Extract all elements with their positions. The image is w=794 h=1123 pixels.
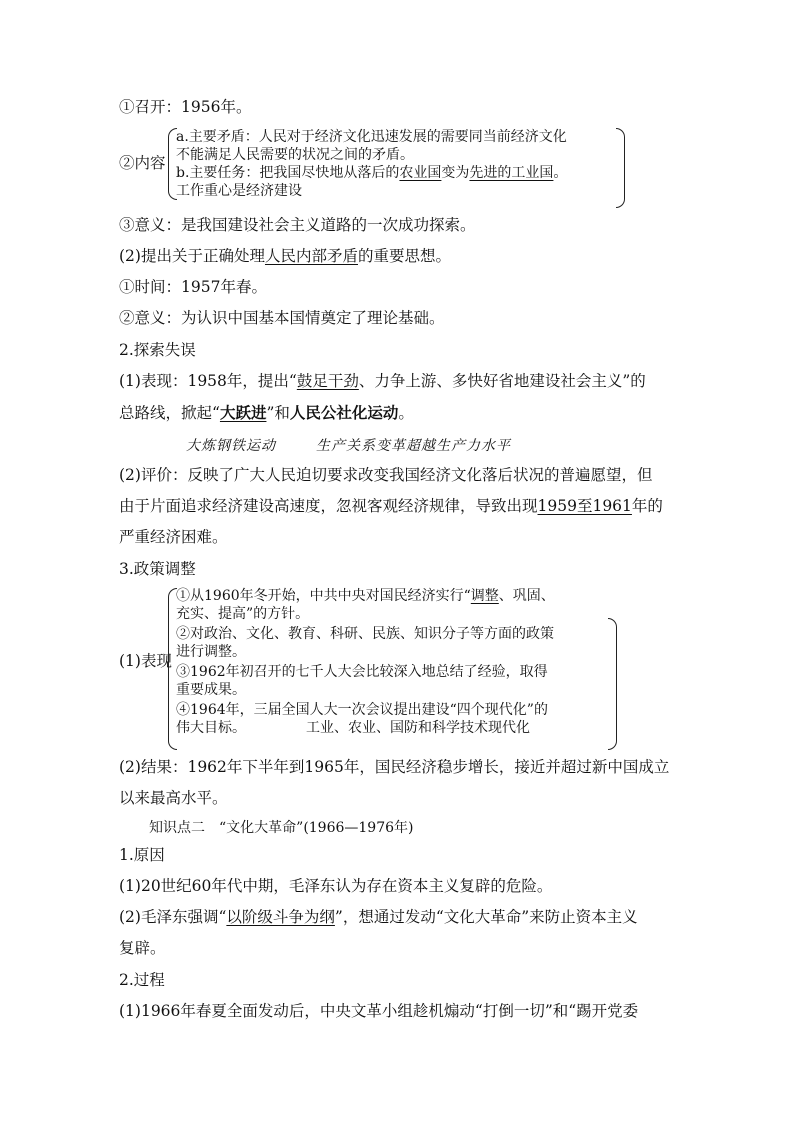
process-1: (1)1966年春夏全面发动后，中央文革小组趁机煽动“打倒一切”和“踢开党委 (119, 1002, 639, 1020)
cause-2-line-2: 复辟。 (119, 939, 166, 957)
policy-item-4-line-2: 伟大目标。 (176, 720, 246, 736)
policy-item-1-line-1: ①从1960年冬开始，中共中央对国民经济实行“调整、巩固、 (176, 588, 555, 604)
policy-item-2-line-1: ②对政治、文化、教育、科研、民族、知识分子等方面的政策 (176, 626, 554, 642)
manifestation-line-2: 总路线，掀起“大跃进”和人民公社化运动。 (119, 403, 414, 422)
meaning2-line: ②意义：为认识中国基本国情奠定了理论基础。 (119, 309, 445, 327)
annotation-steel: 大炼钢铁运动 (186, 438, 276, 454)
knowledge-point-heading: 知识点二 “文化大革命”(1966—1976年) (149, 820, 414, 836)
cause-1: (1)20世纪60年代中期，毛泽东认为存在资本主义复辟的危险。 (119, 877, 553, 895)
policy-item-3-line-2: 重要成果。 (176, 682, 246, 698)
evaluation-line-3: 严重经济困难。 (119, 528, 228, 546)
task-line-2: 工作重心是经济建设 (176, 183, 302, 199)
convene-line: ①召开：1956年。 (119, 98, 252, 116)
policy-label: (1)表现 (119, 652, 172, 670)
meaning-line: ③意义：是我国建设社会主义道路的一次成功探索。 (119, 216, 476, 234)
result-line-1: (2)结果：1962年下半年到1965年，国民经济稳步增长，接近并超过新中国成立 (119, 758, 670, 776)
process-title: 2.过程 (119, 971, 165, 989)
contradiction-line-1: a.主要矛盾：人民对于经济文化迅速发展的需要同当前经济文化 (176, 129, 567, 145)
section-title-exploration: 2.探索失误 (119, 341, 196, 359)
cause-2-line-1: (2)毛泽东强调“以阶级斗争为纲”，想通过发动“文化大革命”来防止资本主义 (119, 908, 638, 926)
task-line-1: b.主要任务：把我国尽快地从落后的农业国变为先进的工业国。 (176, 165, 568, 181)
evaluation-line-2: 由于片面追求经济建设高速度，忽视客观经济规律，导致出现1959至1961年的 (119, 497, 663, 515)
policy-item-1-line-2: 充实、提高”的方针。 (176, 606, 310, 622)
manifestation-line-1: (1)表现：1958年，提出“鼓足干劲、力争上游、多快好省地建设社会主义”的 (119, 372, 646, 390)
right-brace (616, 128, 625, 208)
policy-item-2-line-2: 进行调整。 (176, 644, 246, 660)
contradiction-line-2: 不能满足人民需要的状况之间的矛盾。 (176, 147, 414, 163)
four-modernizations-note: 工业、农业、国防和科学技术现代化 (306, 720, 530, 736)
cause-title: 1.原因 (119, 846, 165, 864)
right-brace-policy (608, 618, 617, 750)
content-label: ②内容 (119, 154, 166, 172)
policy-item-3-line-1: ③1962年初召开的七千人大会比较深入地总结了经验，取得 (176, 664, 548, 680)
result-line-2: 以来最高水平。 (119, 789, 228, 807)
evaluation-line-1: (2)评价：反映了广大人民迫切要求改变我国经济文化落后状况的普遍愿望，但 (119, 466, 653, 484)
section-title-policy: 3.政策调整 (119, 560, 196, 578)
internal-contradiction-line: (2)提出关于正确处理人民内部矛盾的重要思想。 (119, 247, 451, 265)
time-line: ①时间：1957年春。 (119, 278, 267, 296)
annotation-relations: 生产关系变革超越生产力水平 (316, 438, 511, 454)
policy-item-4-line-1: ④1964年，三届全国人大一次会议提出建设“四个现代化”的 (176, 702, 548, 718)
